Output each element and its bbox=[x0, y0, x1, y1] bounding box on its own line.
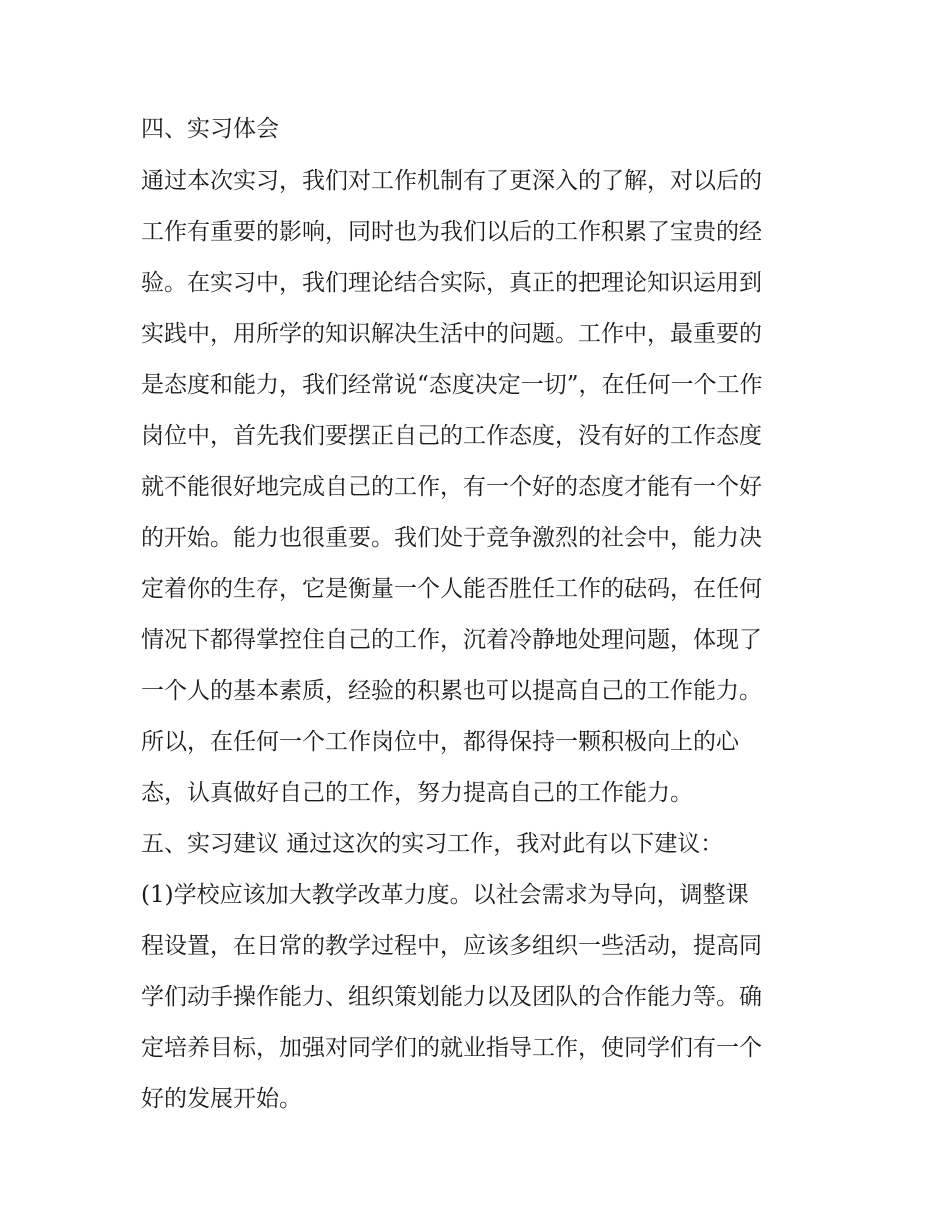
paragraph-line: 学们动手操作能力、组织策划能力以及团队的合作能力等。确 bbox=[141, 984, 762, 1010]
paragraph-line: 实践中，用所学的知识解决生活中的问题。工作中，最重要的 bbox=[141, 321, 762, 347]
paragraph-line: 通过本次实习，我们对工作机制有了更深入的了解，对以后的 bbox=[141, 168, 762, 194]
paragraph-line: (1)学校应该加大教学改革力度。以社会需求为导向，调整课 bbox=[141, 882, 749, 908]
paragraph-line: 的开始。能力也很重要。我们处于竞争激烈的社会中，能力决 bbox=[141, 525, 762, 551]
section-4-heading: 四、实习体会 bbox=[141, 116, 279, 142]
paragraph-line: 所以，在任何一个工作岗位中，都得保持一颗积极向上的心 bbox=[141, 729, 739, 755]
paragraph-line: 情况下都得掌控住自己的工作，沉着冷静地处理问题，体现了 bbox=[141, 627, 762, 653]
paragraph-line: 好的发展开始。 bbox=[141, 1086, 302, 1112]
section-5-heading: 五、实习建议 通过这次的实习工作，我对此有以下建议： bbox=[141, 831, 724, 857]
paragraph-line: 程设置，在日常的教学过程中，应该多组织一些活动，提高同 bbox=[141, 933, 762, 959]
paragraph-line: 定着你的生存，它是衡量一个人能否胜任工作的砝码，在任何 bbox=[141, 576, 762, 602]
paragraph-line: 一个人的基本素质，经验的积累也可以提高自己的工作能力。 bbox=[141, 678, 762, 704]
paragraph-line: 态，认真做好自己的工作，努力提高自己的工作能力。 bbox=[141, 780, 693, 806]
paragraph-line: 工作有重要的影响，同时也为我们以后的工作积累了宝贵的经 bbox=[141, 219, 762, 245]
paragraph-line: 是态度和能力，我们经常说“态度决定一切”，在任何一个工作 bbox=[141, 372, 763, 398]
paragraph-line: 验。在实习中，我们理论结合实际，真正的把理论知识运用到 bbox=[141, 270, 762, 296]
paragraph-line: 岗位中，首先我们要摆正自己的工作态度，没有好的工作态度 bbox=[141, 423, 762, 449]
paragraph-line: 就不能很好地完成自己的工作，有一个好的态度才能有一个好 bbox=[141, 474, 762, 500]
paragraph-line: 定培养目标，加强对同学们的就业指导工作，使同学们有一个 bbox=[141, 1035, 762, 1061]
